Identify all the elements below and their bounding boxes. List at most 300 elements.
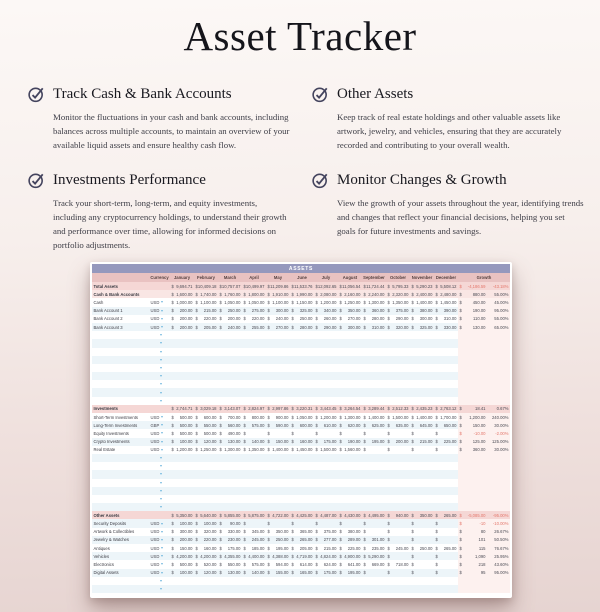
month-value-cell[interactable] <box>386 298 410 306</box>
month-value-cell[interactable] <box>362 552 386 560</box>
month-value-cell[interactable] <box>266 307 290 315</box>
month-value-cell[interactable] <box>194 552 218 560</box>
month-value-cell[interactable] <box>218 298 242 306</box>
month-value-cell <box>410 470 434 478</box>
month-value-cell[interactable] <box>338 552 362 560</box>
month-value-cell[interactable] <box>218 560 242 568</box>
month-value-cell[interactable] <box>194 290 218 298</box>
month-value-cell[interactable] <box>386 536 410 544</box>
month-value-cell[interactable] <box>314 544 338 552</box>
month-value-cell[interactable] <box>410 429 434 437</box>
month-value-cell[interactable] <box>362 511 386 519</box>
growth-amount-cell[interactable] <box>458 446 487 454</box>
growth-amount-cell[interactable] <box>458 569 487 577</box>
growth-percent-cell[interactable] <box>487 552 510 560</box>
month-value-cell[interactable] <box>170 438 194 446</box>
month-value-cell[interactable] <box>362 528 386 536</box>
month-value-cell[interactable] <box>170 405 194 413</box>
month-value-cell[interactable] <box>410 544 434 552</box>
growth-percent-cell[interactable] <box>487 421 510 429</box>
month-value-cell[interactable] <box>386 569 410 577</box>
month-value-cell[interactable] <box>218 290 242 298</box>
month-value-cell[interactable] <box>290 290 314 298</box>
month-value-cell[interactable] <box>266 298 290 306</box>
month-value-cell[interactable] <box>290 421 314 429</box>
growth-amount-cell[interactable] <box>458 413 487 421</box>
month-value-cell[interactable] <box>434 429 458 437</box>
month-value-cell[interactable] <box>170 307 194 315</box>
currency-cell[interactable] <box>149 519 170 527</box>
month-value-cell[interactable] <box>242 511 266 519</box>
month-value-cell[interactable] <box>362 282 386 290</box>
growth-amount-cell[interactable] <box>458 544 487 552</box>
growth-amount-cell[interactable] <box>458 405 487 413</box>
month-value-cell[interactable] <box>290 323 314 331</box>
currency-cell[interactable] <box>149 446 170 454</box>
month-value-cell[interactable] <box>170 560 194 568</box>
month-value-cell[interactable] <box>434 519 458 527</box>
month-value-cell[interactable] <box>386 323 410 331</box>
month-value-cell[interactable] <box>386 282 410 290</box>
growth-percent-cell[interactable] <box>487 290 510 298</box>
month-value-cell[interactable] <box>290 429 314 437</box>
month-value-cell[interactable] <box>194 298 218 306</box>
month-value-cell[interactable] <box>170 511 194 519</box>
month-value-cell[interactable] <box>338 519 362 527</box>
month-value-cell[interactable] <box>410 438 434 446</box>
month-value-cell[interactable] <box>242 298 266 306</box>
growth-percent-cell[interactable] <box>487 429 510 437</box>
month-value-cell[interactable] <box>338 560 362 568</box>
month-value-cell[interactable] <box>194 282 218 290</box>
month-value-cell <box>290 339 314 347</box>
month-value-cell[interactable] <box>242 421 266 429</box>
month-value-cell[interactable] <box>266 405 290 413</box>
growth-amount-cell[interactable] <box>458 528 487 536</box>
month-value-cell[interactable] <box>218 438 242 446</box>
month-value-cell[interactable] <box>434 290 458 298</box>
month-value-cell[interactable] <box>362 536 386 544</box>
month-value-cell[interactable] <box>386 429 410 437</box>
month-value-cell[interactable] <box>290 446 314 454</box>
month-value-cell[interactable] <box>170 536 194 544</box>
month-value-cell[interactable] <box>170 323 194 331</box>
month-value-cell[interactable] <box>170 544 194 552</box>
growth-amount-cell[interactable] <box>458 290 487 298</box>
month-value-cell[interactable] <box>386 511 410 519</box>
month-value-cell[interactable] <box>338 438 362 446</box>
month-value-cell[interactable] <box>194 323 218 331</box>
month-value-cell[interactable] <box>410 315 434 323</box>
month-value-cell[interactable] <box>362 290 386 298</box>
month-value-cell[interactable] <box>410 536 434 544</box>
month-value-cell[interactable] <box>434 552 458 560</box>
month-value-cell[interactable] <box>338 323 362 331</box>
month-value-cell[interactable] <box>194 429 218 437</box>
growth-amount-cell[interactable] <box>458 511 487 519</box>
month-value-cell[interactable] <box>434 511 458 519</box>
month-value-cell[interactable] <box>386 421 410 429</box>
month-value-cell[interactable] <box>434 421 458 429</box>
month-value-cell[interactable] <box>434 560 458 568</box>
month-value-cell[interactable] <box>386 519 410 527</box>
month-value-cell[interactable] <box>434 438 458 446</box>
month-value-cell[interactable] <box>386 560 410 568</box>
month-value-cell[interactable] <box>218 544 242 552</box>
growth-amount-cell[interactable] <box>458 536 487 544</box>
growth-percent-cell[interactable] <box>487 511 510 519</box>
month-value-cell[interactable] <box>218 569 242 577</box>
month-value-cell[interactable] <box>434 282 458 290</box>
month-value-cell[interactable] <box>338 405 362 413</box>
month-value-cell[interactable] <box>410 446 434 454</box>
growth-amount-cell[interactable] <box>458 552 487 560</box>
month-value-cell[interactable] <box>338 569 362 577</box>
month-value-cell[interactable] <box>362 560 386 568</box>
month-value-cell[interactable] <box>362 323 386 331</box>
currency-cell[interactable] <box>149 528 170 536</box>
month-value-cell[interactable] <box>266 560 290 568</box>
currency-cell[interactable] <box>149 315 170 323</box>
month-value-cell[interactable] <box>170 528 194 536</box>
month-value-cell[interactable] <box>410 569 434 577</box>
month-value-cell[interactable] <box>290 569 314 577</box>
month-value-cell[interactable] <box>410 413 434 421</box>
month-value-cell[interactable] <box>314 282 338 290</box>
month-value-cell[interactable] <box>194 511 218 519</box>
month-value-cell[interactable] <box>266 282 290 290</box>
month-value-cell[interactable] <box>338 298 362 306</box>
currency-cell[interactable] <box>149 307 170 315</box>
growth-amount-cell[interactable] <box>458 438 487 446</box>
month-value-cell[interactable] <box>194 528 218 536</box>
month-value-cell[interactable] <box>218 511 242 519</box>
month-value-cell[interactable] <box>218 528 242 536</box>
month-value-cell[interactable] <box>218 429 242 437</box>
month-value-cell[interactable] <box>242 413 266 421</box>
month-value-cell[interactable] <box>290 528 314 536</box>
month-value-cell[interactable] <box>218 405 242 413</box>
month-value-cell[interactable] <box>266 519 290 527</box>
month-value-cell[interactable] <box>194 446 218 454</box>
month-value-cell[interactable] <box>242 323 266 331</box>
month-value-cell[interactable] <box>410 560 434 568</box>
month-value-cell[interactable] <box>242 282 266 290</box>
month-value-cell[interactable] <box>170 315 194 323</box>
currency-cell[interactable] <box>149 298 170 306</box>
month-value-cell[interactable] <box>314 519 338 527</box>
month-value-cell[interactable] <box>170 429 194 437</box>
growth-amount-cell[interactable] <box>458 429 487 437</box>
month-value-cell[interactable] <box>338 413 362 421</box>
month-value-cell[interactable] <box>170 552 194 560</box>
month-value-cell[interactable] <box>218 421 242 429</box>
month-value-cell[interactable] <box>266 323 290 331</box>
month-value-cell[interactable] <box>434 315 458 323</box>
currency-cell[interactable] <box>149 536 170 544</box>
month-value-cell[interactable] <box>410 552 434 560</box>
month-value-cell[interactable] <box>314 511 338 519</box>
growth-percent-cell[interactable] <box>487 569 510 577</box>
month-value-cell[interactable] <box>242 405 266 413</box>
month-value-cell[interactable] <box>290 298 314 306</box>
growth-percent-cell[interactable] <box>487 536 510 544</box>
month-value-cell[interactable] <box>170 421 194 429</box>
month-value-cell[interactable] <box>434 544 458 552</box>
month-value-cell[interactable] <box>242 560 266 568</box>
month-value-cell[interactable] <box>434 298 458 306</box>
month-value-cell[interactable] <box>338 315 362 323</box>
month-value-cell[interactable] <box>290 552 314 560</box>
month-value-cell[interactable] <box>194 307 218 315</box>
month-value-cell[interactable] <box>290 307 314 315</box>
month-value-cell[interactable] <box>338 511 362 519</box>
growth-amount-cell[interactable] <box>458 560 487 568</box>
month-value-cell[interactable] <box>290 438 314 446</box>
month-value-cell[interactable] <box>386 446 410 454</box>
month-value-cell[interactable] <box>386 552 410 560</box>
month-value-cell <box>314 462 338 470</box>
month-value-cell[interactable] <box>194 544 218 552</box>
month-value-cell[interactable] <box>338 429 362 437</box>
month-value-cell[interactable] <box>314 413 338 421</box>
month-value-cell[interactable] <box>218 307 242 315</box>
month-value-cell[interactable] <box>170 298 194 306</box>
month-value-cell[interactable] <box>338 307 362 315</box>
month-value-cell[interactable] <box>386 315 410 323</box>
month-value-cell[interactable] <box>218 446 242 454</box>
growth-amount-cell[interactable] <box>458 315 487 323</box>
month-value-cell[interactable] <box>266 528 290 536</box>
month-value-cell[interactable] <box>170 519 194 527</box>
month-value-cell[interactable] <box>410 528 434 536</box>
month-value-cell[interactable] <box>362 446 386 454</box>
growth-percent-cell[interactable] <box>487 307 510 315</box>
growth-amount-cell[interactable] <box>458 323 487 331</box>
growth-percent-cell[interactable] <box>487 438 510 446</box>
month-value-cell[interactable] <box>170 569 194 577</box>
month-value-cell[interactable] <box>386 544 410 552</box>
month-value-cell[interactable] <box>314 421 338 429</box>
month-value-cell[interactable] <box>434 446 458 454</box>
month-value-cell[interactable] <box>290 544 314 552</box>
month-value-cell[interactable] <box>194 421 218 429</box>
month-value-cell[interactable] <box>410 511 434 519</box>
month-value-cell[interactable] <box>194 413 218 421</box>
month-value-cell[interactable] <box>266 429 290 437</box>
currency-cell[interactable] <box>149 421 170 429</box>
currency-cell[interactable] <box>149 429 170 437</box>
currency-cell[interactable] <box>149 438 170 446</box>
month-value-cell[interactable] <box>242 438 266 446</box>
month-value-cell[interactable] <box>266 315 290 323</box>
month-value-cell[interactable] <box>266 552 290 560</box>
month-value-cell[interactable] <box>362 544 386 552</box>
month-value-cell[interactable] <box>362 519 386 527</box>
month-value-cell[interactable] <box>242 552 266 560</box>
month-value-cell[interactable] <box>170 446 194 454</box>
month-value-cell[interactable] <box>410 421 434 429</box>
month-value-cell[interactable] <box>290 519 314 527</box>
month-value-cell[interactable] <box>266 544 290 552</box>
month-value-cell[interactable] <box>242 544 266 552</box>
month-value-cell[interactable] <box>314 560 338 568</box>
month-value-cell[interactable] <box>362 405 386 413</box>
month-value-cell[interactable] <box>410 405 434 413</box>
month-value-cell[interactable] <box>266 536 290 544</box>
month-value-cell[interactable] <box>314 552 338 560</box>
month-value-cell[interactable] <box>242 519 266 527</box>
month-value-cell[interactable] <box>386 290 410 298</box>
month-value-cell[interactable] <box>194 560 218 568</box>
growth-amount-cell[interactable] <box>458 421 487 429</box>
month-value-cell[interactable] <box>242 290 266 298</box>
growth-amount-cell[interactable] <box>458 298 487 306</box>
month-value-cell[interactable] <box>218 413 242 421</box>
month-value-cell[interactable] <box>242 528 266 536</box>
month-value-cell[interactable] <box>338 290 362 298</box>
growth-percent-cell[interactable] <box>487 519 510 527</box>
month-value-cell[interactable] <box>242 315 266 323</box>
month-value-cell[interactable] <box>314 528 338 536</box>
growth-percent-cell[interactable] <box>487 323 510 331</box>
growth-percent-cell[interactable] <box>487 298 510 306</box>
month-value-cell[interactable] <box>290 413 314 421</box>
month-value-cell[interactable] <box>434 569 458 577</box>
month-value-cell[interactable] <box>410 282 434 290</box>
month-value-cell[interactable] <box>362 438 386 446</box>
month-value-cell[interactable] <box>434 413 458 421</box>
month-value-cell[interactable] <box>386 438 410 446</box>
growth-percent-cell[interactable] <box>487 560 510 568</box>
growth-percent-cell[interactable] <box>487 446 510 454</box>
sheet-row <box>92 364 510 372</box>
month-value-cell[interactable] <box>410 307 434 315</box>
month-value-cell[interactable] <box>266 446 290 454</box>
month-value-cell[interactable] <box>362 298 386 306</box>
currency-cell[interactable] <box>149 569 170 577</box>
growth-amount-cell[interactable] <box>458 519 487 527</box>
month-value-cell[interactable] <box>386 528 410 536</box>
month-value-cell[interactable] <box>242 536 266 544</box>
month-value-cell[interactable] <box>290 405 314 413</box>
month-value-cell[interactable] <box>362 307 386 315</box>
month-value-cell[interactable] <box>434 405 458 413</box>
month-value-cell[interactable] <box>218 519 242 527</box>
month-value-cell[interactable] <box>434 307 458 315</box>
month-value-cell[interactable] <box>338 282 362 290</box>
month-value-cell[interactable] <box>362 315 386 323</box>
month-value-cell[interactable] <box>338 446 362 454</box>
growth-percent-cell[interactable] <box>487 315 510 323</box>
month-value-cell[interactable] <box>314 569 338 577</box>
month-value-cell[interactable] <box>242 429 266 437</box>
month-value-cell[interactable] <box>434 536 458 544</box>
month-value-cell[interactable] <box>386 307 410 315</box>
month-value-cell[interactable] <box>314 446 338 454</box>
month-value-cell[interactable] <box>362 569 386 577</box>
month-value-cell[interactable] <box>410 519 434 527</box>
growth-percent-cell[interactable] <box>487 282 510 290</box>
month-value-cell[interactable] <box>194 519 218 527</box>
growth-percent-cell[interactable] <box>487 544 510 552</box>
month-value-cell[interactable] <box>338 421 362 429</box>
currency-cell[interactable] <box>149 560 170 568</box>
growth-percent-cell[interactable] <box>487 528 510 536</box>
month-value-cell[interactable] <box>434 528 458 536</box>
month-value-cell[interactable] <box>194 536 218 544</box>
month-value-cell[interactable] <box>266 421 290 429</box>
month-value-cell[interactable] <box>266 413 290 421</box>
month-value-cell[interactable] <box>218 282 242 290</box>
month-value-cell[interactable] <box>266 290 290 298</box>
month-value-cell[interactable] <box>314 290 338 298</box>
currency-cell[interactable] <box>149 323 170 331</box>
month-value-cell[interactable] <box>170 290 194 298</box>
month-value-cell[interactable] <box>338 536 362 544</box>
month-value-cell[interactable] <box>290 315 314 323</box>
month-value-cell[interactable] <box>314 536 338 544</box>
month-value-cell[interactable] <box>290 536 314 544</box>
month-value-cell[interactable] <box>266 438 290 446</box>
month-value-cell[interactable] <box>314 405 338 413</box>
growth-percent-cell[interactable] <box>487 405 510 413</box>
month-value-cell[interactable] <box>266 569 290 577</box>
month-value-cell[interactable] <box>218 552 242 560</box>
growth-percent-cell[interactable] <box>487 413 510 421</box>
month-value-cell[interactable] <box>314 438 338 446</box>
month-value-cell[interactable] <box>410 298 434 306</box>
month-value-cell[interactable] <box>242 569 266 577</box>
currency-cell[interactable] <box>149 413 170 421</box>
month-value-cell[interactable] <box>266 511 290 519</box>
currency-cell[interactable] <box>149 552 170 560</box>
month-value-cell[interactable] <box>434 323 458 331</box>
month-value-cell[interactable] <box>314 315 338 323</box>
month-value-cell[interactable] <box>314 298 338 306</box>
month-value-cell[interactable] <box>290 560 314 568</box>
month-value-cell[interactable] <box>194 569 218 577</box>
month-value-cell[interactable] <box>242 446 266 454</box>
month-value-cell[interactable] <box>290 511 314 519</box>
month-value-cell[interactable] <box>338 528 362 536</box>
month-value-cell[interactable] <box>170 413 194 421</box>
month-value-cell[interactable] <box>314 307 338 315</box>
month-value-cell[interactable] <box>218 323 242 331</box>
month-value-cell[interactable] <box>218 536 242 544</box>
month-value-cell[interactable] <box>410 290 434 298</box>
month-value-cell[interactable] <box>410 323 434 331</box>
currency-cell[interactable] <box>149 544 170 552</box>
month-value-cell[interactable] <box>194 405 218 413</box>
month-value-cell[interactable] <box>194 315 218 323</box>
growth-amount-cell[interactable] <box>458 307 487 315</box>
month-value-cell[interactable] <box>386 405 410 413</box>
month-value-cell[interactable] <box>386 413 410 421</box>
month-value-cell[interactable] <box>218 315 242 323</box>
month-value-cell[interactable] <box>362 429 386 437</box>
month-value-cell[interactable] <box>194 438 218 446</box>
month-value-cell[interactable] <box>170 282 194 290</box>
month-value-cell[interactable] <box>314 323 338 331</box>
growth-amount-cell[interactable] <box>458 282 487 290</box>
month-value-cell[interactable] <box>362 413 386 421</box>
month-value-cell[interactable] <box>242 307 266 315</box>
month-value-cell[interactable] <box>362 421 386 429</box>
month-value-cell[interactable] <box>338 544 362 552</box>
month-value-cell[interactable] <box>290 282 314 290</box>
month-value-cell[interactable] <box>314 429 338 437</box>
